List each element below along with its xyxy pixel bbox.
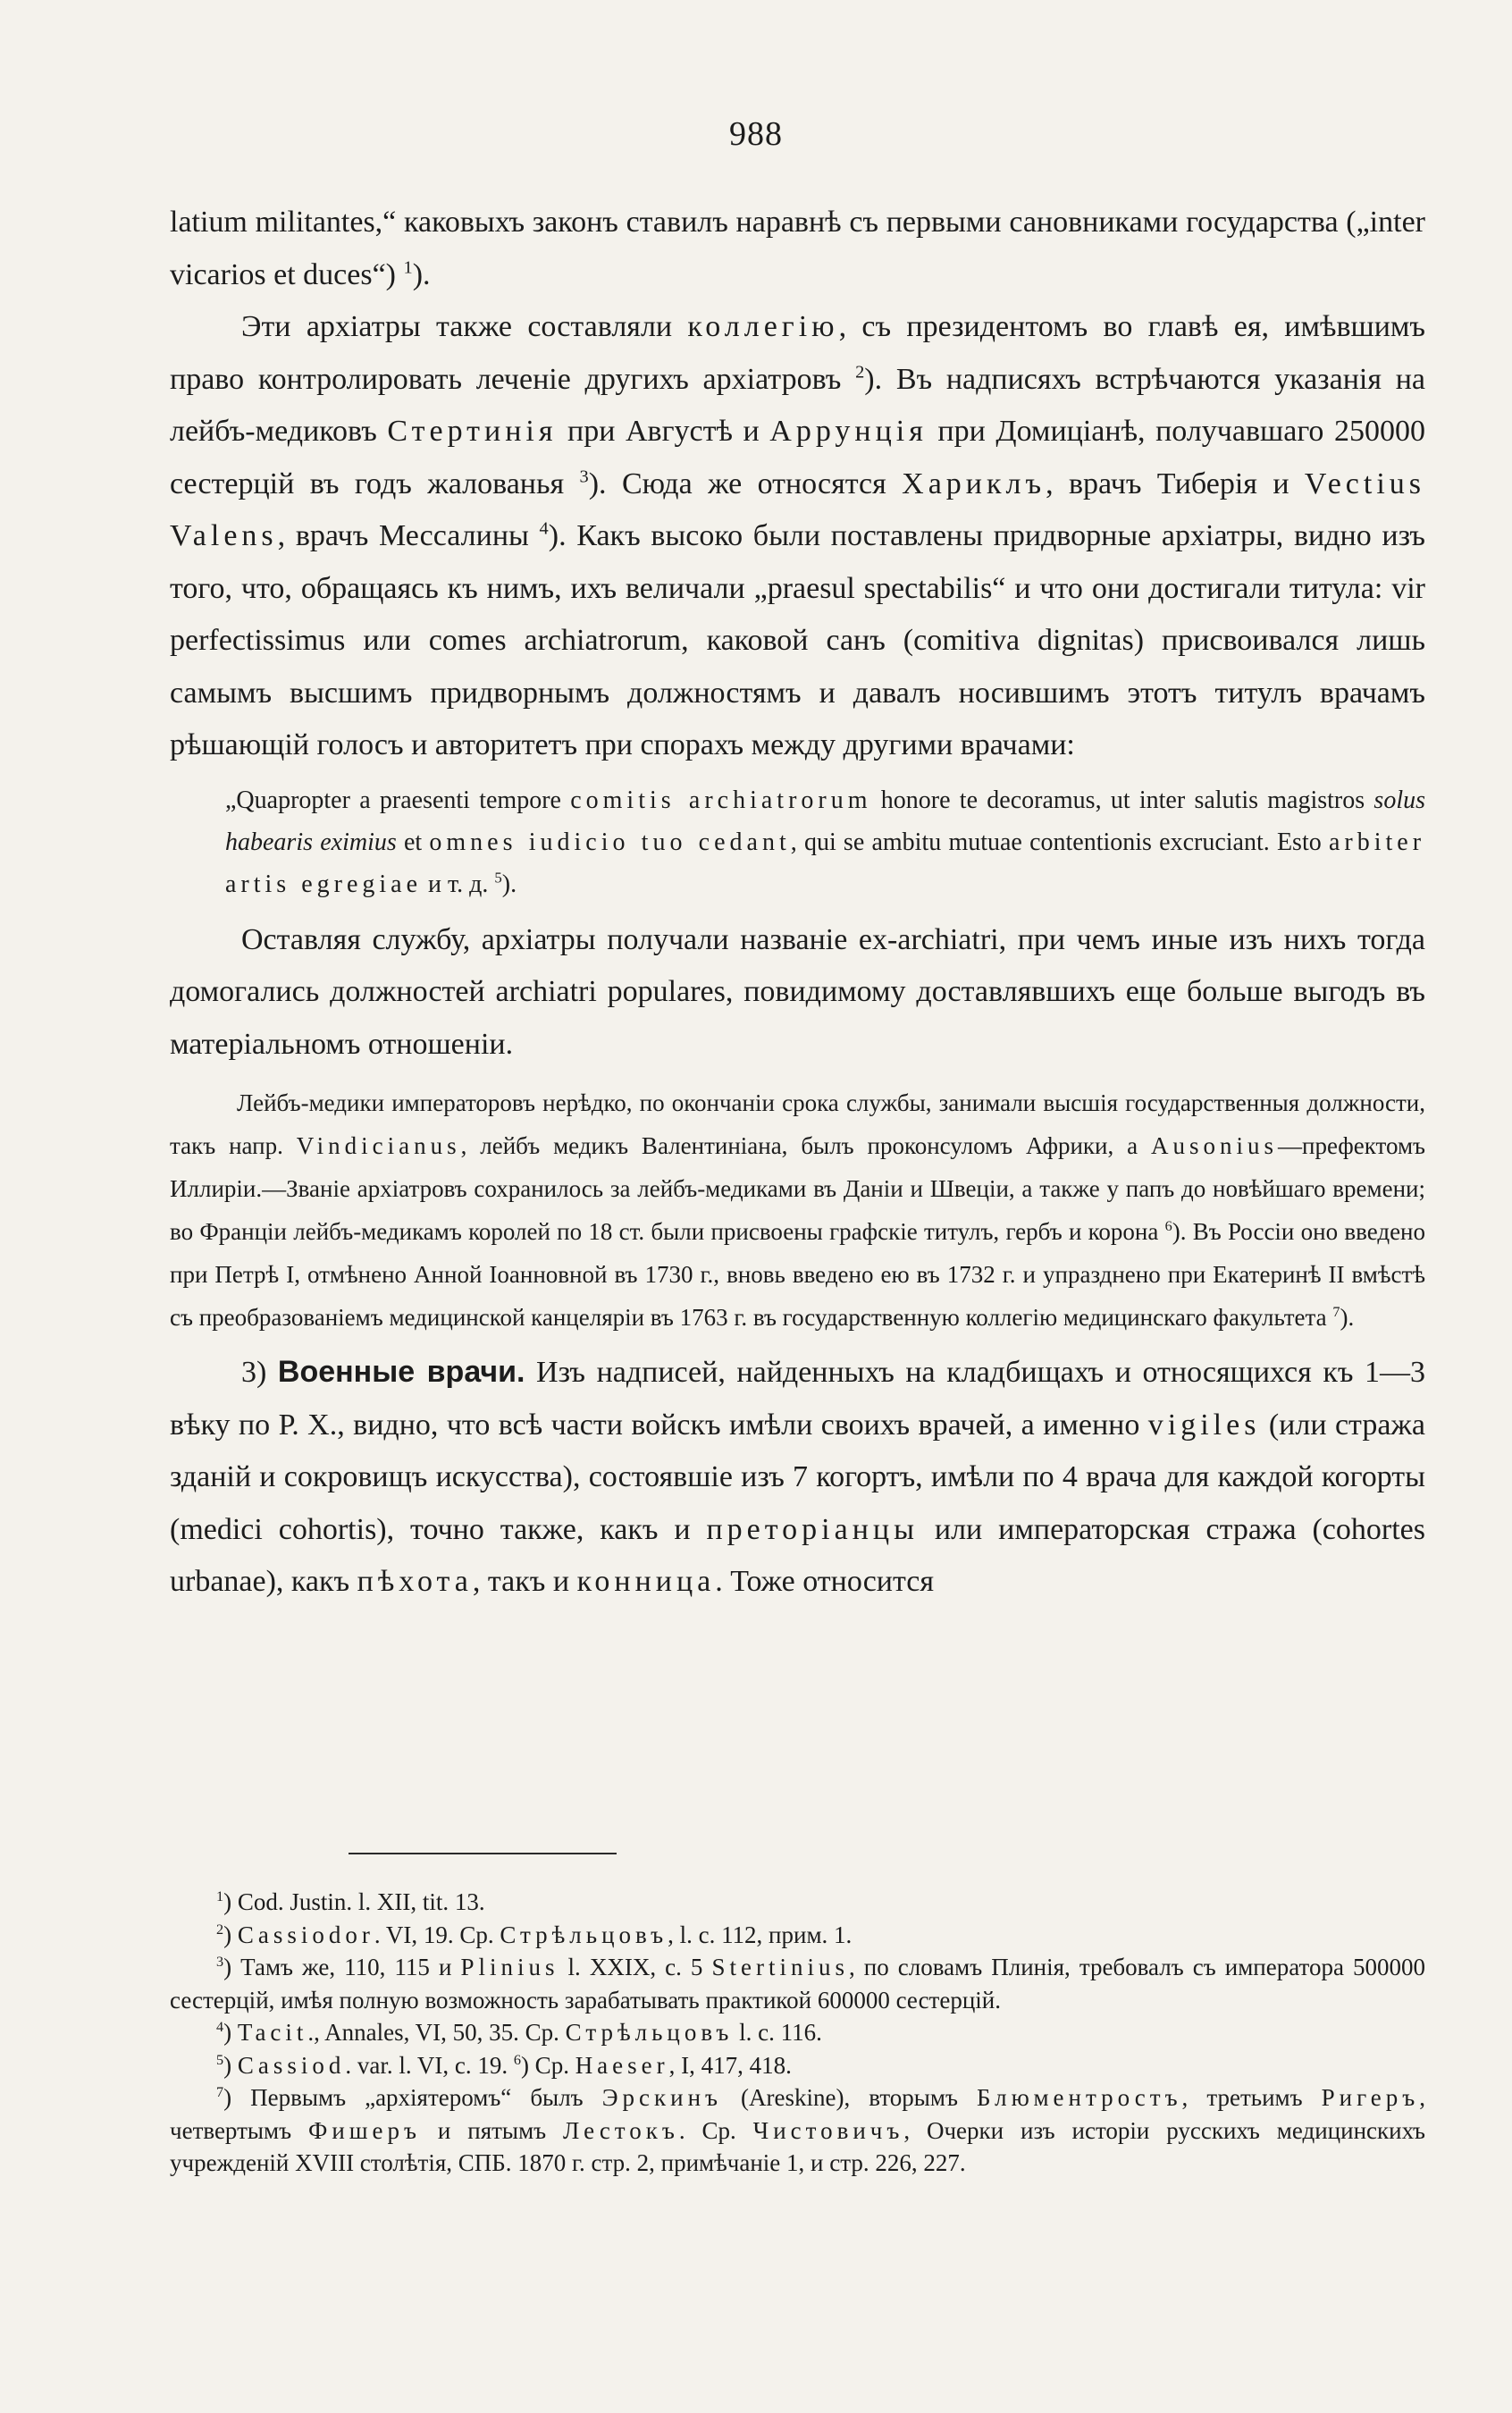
spaced-text: Чистовичъ bbox=[752, 2116, 904, 2144]
footnote-7 bbox=[170, 2081, 1425, 2180]
text: ) Ср. bbox=[520, 2051, 575, 2079]
text: Изъ надписей, найденныхъ на кладбищахъ и относящихся къ 1—3 вѣку по Р. Х., видно, что всѣ части войскъ имѣли своихъ врачей, а именно bbox=[170, 1356, 1425, 1442]
footnote-divider bbox=[349, 1853, 617, 1854]
footnote-ref: 1 bbox=[403, 257, 413, 278]
spaced-text: Стрѣльцовъ bbox=[565, 2019, 734, 2046]
text: honore te decoramus, ut inter salutis magistros bbox=[871, 786, 1374, 814]
footnote-mark: 7 bbox=[216, 2084, 224, 2100]
text: ). Какъ высоко были поставлены придворные архіатры, видно изъ того, что, обращаясь къ нимъ, ихъ величали „praesul spectabilis“ и что они достигали титула: vir perfectissimus или comes archiatrorum, каковой санъ (comitiva dignitas) присвоивался лишь самымъ высшимъ придворнымъ должностямъ и давалъ носившимъ этотъ титулъ врачамъ рѣшающій голосъ и авторитетъ при спорахъ между другими врачами: bbox=[170, 519, 1426, 761]
footnote-4: $^4$) Tacit., Annales, VI, 50, 35. Ср. Стрѣльцовъ l. c. 116. bbox=[216, 2019, 822, 2046]
footnote-ref: 2 bbox=[855, 362, 865, 383]
text: , врачъ Мессалины bbox=[277, 519, 540, 552]
text: , I, 417, 418. bbox=[668, 2051, 792, 2079]
text: „Quapropter a praesenti tempore bbox=[225, 786, 571, 814]
text: . var. l. VI, c. 19. bbox=[345, 2051, 514, 2079]
text: Эти архіатры также составляли bbox=[241, 310, 688, 343]
spaced-text: Блюментростъ bbox=[977, 2084, 1182, 2111]
footnote-ref: 7 bbox=[1332, 1304, 1340, 1320]
spaced-text: Haeser bbox=[575, 2051, 669, 2079]
spaced-text: преторіанцы bbox=[706, 1512, 919, 1546]
section-heading: Военные врачи. bbox=[277, 1355, 525, 1389]
footnote-ref: 5 bbox=[494, 869, 502, 887]
italic-text: solus habearis eximius bbox=[225, 786, 1425, 856]
spaced-text: vigiles bbox=[1147, 1408, 1261, 1442]
spaced-text: Cassiod bbox=[237, 2051, 346, 2079]
spaced-text: omnes iudicio tuo cedant bbox=[429, 828, 791, 856]
text: и т. д. bbox=[422, 870, 495, 898]
paragraph-2 bbox=[170, 301, 1425, 772]
text: ) Тамъ же, 110, 115 и bbox=[223, 1954, 461, 1980]
spaced-text: Plinius bbox=[460, 1954, 559, 1980]
latin-quote bbox=[170, 779, 1425, 905]
spaced-text: Stertinius bbox=[711, 1954, 849, 1980]
text: ). Въ Россіи оно введено при Петрѣ I, отмѣнено Анной Іоанновной въ 1730 г., вновь введено ею въ 1732 г. и упразднено при Екатеринѣ II вмѣстѣ съ преобразованіемъ медицинской канцеляріи въ 1763 г. въ государственную коллегію медицинскаго факультета bbox=[170, 1218, 1425, 1331]
text: или императорская стража (cohortes urbanae), какъ bbox=[170, 1512, 1425, 1598]
footnote-2: $^2$) Cassiodor. VI, 19. Ср. Стрѣльцовъ, l. c. 112, прим. 1. bbox=[216, 1921, 853, 1948]
text: latium militantes,“ каковыхъ законъ ставилъ наравнѣ съ первыми сановниками государства („inter vicarios et duces“) bbox=[170, 206, 1425, 291]
text: (Areskine), вторымъ bbox=[721, 2084, 978, 2111]
footnote-ref: 3 bbox=[579, 467, 589, 487]
spaced-text: Tacit bbox=[237, 2019, 308, 2046]
spaced-text: arbiter artis egregiae bbox=[225, 828, 1426, 898]
spaced-text: Ригеръ bbox=[1321, 2084, 1420, 2111]
text: . bbox=[423, 257, 431, 291]
text: при Домиціанѣ, получавшаго 250000 сестерцій въ годъ жалованья bbox=[170, 415, 1425, 500]
text: , по словамъ Плинія, требовалъ съ императора 500000 сестерцій, имѣя полную возможность зарабатывать практикой 600000 сестерцій. bbox=[170, 1954, 1425, 2014]
paragraph-4 bbox=[170, 1346, 1425, 1609]
page-number: 988 bbox=[729, 115, 783, 153]
paragraph-3: Оставляя службу, архіатры получали названіе ex-archiatri, при чемъ иные изъ нихъ тогда домогались должностей archiatri populares, повидимому доставлявшихъ еще больше выгодъ въ матеріальномъ отношеніи. bbox=[170, 922, 1425, 1061]
text: при Августѣ и bbox=[557, 415, 770, 448]
spaced-text: Ausonius bbox=[1151, 1132, 1279, 1159]
footnote-mark: 4 bbox=[216, 2019, 224, 2035]
text: . VI, 19. Ср. bbox=[374, 1921, 500, 1948]
text: —префектомъ Иллиріи.—Званіе архіатровъ сохранилось за лейбъ-медиками въ Даніи и Швеціи, а также у папъ до новѣйшаго времени; во Франціи лейбъ-медикамъ королей по 18 ст. были присвоены графскіе титулъ, гербъ и корона bbox=[170, 1132, 1425, 1245]
text: . Тоже относится bbox=[715, 1565, 934, 1598]
footnote-mark: 1 bbox=[216, 1888, 224, 1904]
footnote-3 bbox=[170, 1951, 1425, 2016]
spaced-text: Стертинія bbox=[387, 415, 558, 448]
text: ., Annales, VI, 50, 35. Ср. bbox=[307, 2019, 566, 2046]
note-paragraph bbox=[170, 1081, 1425, 1339]
text: ). bbox=[1340, 1304, 1355, 1331]
spaced-text: Лестокъ bbox=[563, 2116, 679, 2144]
text: , лейбъ медикъ Валентиніана, былъ проконсуломъ Африки, а bbox=[460, 1132, 1151, 1159]
text: , четвертымъ bbox=[170, 2084, 1425, 2144]
paragraph-1: latium militantes,“ каковыхъ законъ ставилъ наравнѣ съ первыми сановниками государства („inter vicarios et duces“) $^1$). bbox=[170, 206, 1425, 291]
spaced-text: конница bbox=[576, 1565, 716, 1598]
footnote-5-6: $^5$) Cassiod. var. l. VI, c. 19. $^6$) Ср. Haeser, I, 417, 418. bbox=[216, 2051, 792, 2079]
spaced-text: Аррунція bbox=[769, 415, 928, 448]
spaced-text: Vindicianus bbox=[296, 1132, 461, 1159]
footnote-1 bbox=[170, 1886, 1425, 1919]
text: l. XXIX, c. 5 bbox=[559, 1954, 712, 1980]
text: l. c. 116. bbox=[733, 2019, 822, 2046]
text: (или стража зданій и сокровищъ искусства), состоявшіе изъ 7 когортъ, имѣли по 4 врача для каждой когорты (medici cohortis), точно также, какъ и bbox=[170, 1408, 1425, 1546]
text: , такъ и bbox=[472, 1565, 577, 1598]
text: . Ср. bbox=[678, 2116, 753, 2144]
spaced-text: Фишеръ bbox=[307, 2116, 422, 2144]
footnote-ref: 6 bbox=[1164, 1218, 1172, 1234]
text: ) Cod. Justin. l. XII, tit. 13. bbox=[223, 1888, 485, 1915]
footnotes bbox=[170, 1886, 1425, 2180]
text: , третьимъ bbox=[1181, 2084, 1322, 2111]
text: et bbox=[396, 828, 430, 856]
footnote-mark: 3 bbox=[216, 1954, 224, 1970]
text: , l. c. 112, прим. 1. bbox=[668, 1921, 853, 1948]
text: Лейбъ-медики императоровъ нерѣдко, по окончаніи срока службы, занимали высшія государственныя должности, такъ напр. bbox=[170, 1089, 1425, 1159]
spaced-text: Эрскинъ bbox=[601, 2084, 722, 2111]
text: ). Сюда же относятся bbox=[588, 467, 903, 500]
text: ). bbox=[501, 870, 517, 898]
spaced-text: пѣхота bbox=[357, 1565, 473, 1598]
text: , врачъ Тиберія и bbox=[1046, 467, 1305, 500]
text: , Очерки изъ исторіи русскихъ медицинскихъ учрежденій XVIII столѣтія, СПБ. 1870 г. стр. 2, примѣчаніе 1, и стр. 226, 227. bbox=[170, 2116, 1426, 2176]
text: ). Въ надписяхъ встрѣчаются указанія на лейбъ-медиковъ bbox=[170, 362, 1425, 448]
spaced-text: Cassiodor bbox=[237, 1921, 374, 1948]
spaced-text: comitis archiatrorum bbox=[570, 786, 872, 814]
footnote-ref: 4 bbox=[539, 518, 549, 539]
small-print-note bbox=[170, 1081, 1425, 1339]
spaced-text: Хариклъ bbox=[902, 467, 1046, 500]
text: , съ президентомъ во главѣ ея, имѣвшимъ право контролировать леченіе другихъ архіатровъ bbox=[170, 310, 1425, 396]
section-number: 3) bbox=[241, 1356, 278, 1389]
spaced-text: Стрѣльцовъ bbox=[500, 1921, 668, 1948]
spaced-text: коллегію bbox=[687, 310, 839, 343]
main-text bbox=[170, 197, 1425, 1609]
footnote-mark: 2 bbox=[216, 1921, 224, 1938]
spaced-text: Vectius Valens bbox=[170, 467, 1425, 552]
text: , qui se ambitu mutuae contentionis excruciant. Esto bbox=[790, 828, 1329, 856]
footnote-mark: 6 bbox=[513, 2051, 521, 2068]
text: ) Первымъ „архіятеромъ“ былъ bbox=[223, 2084, 602, 2111]
text: и пятымъ bbox=[421, 2116, 564, 2144]
footnote-mark: 5 bbox=[216, 2051, 224, 2068]
